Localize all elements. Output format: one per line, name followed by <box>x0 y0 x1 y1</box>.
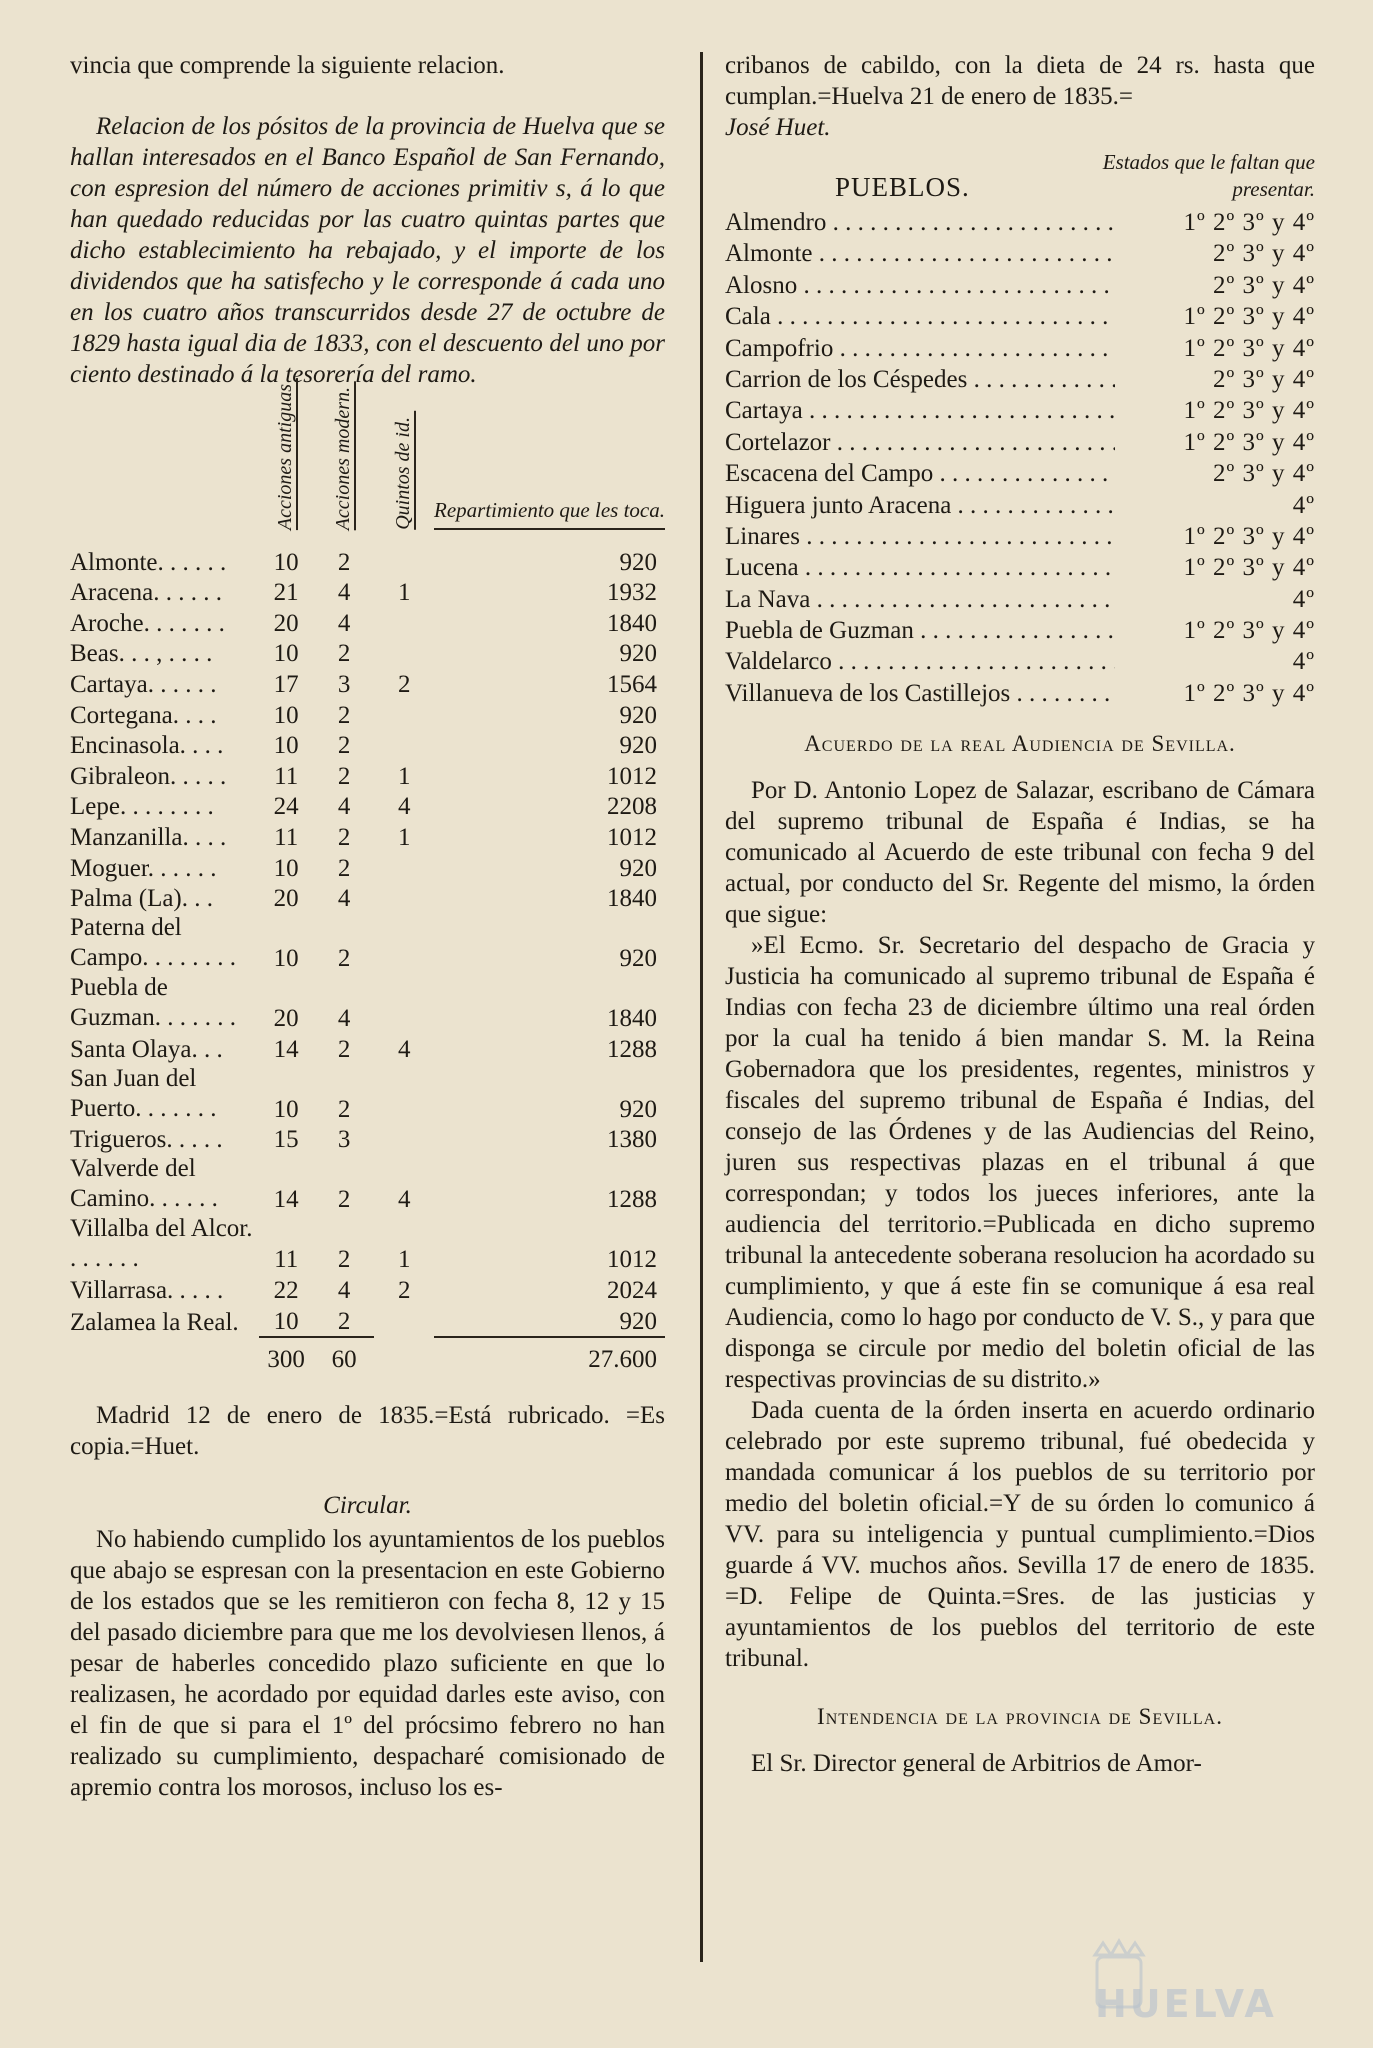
pueblo-name: Zalamea la Real. <box>70 1308 239 1336</box>
table-row <box>70 546 665 577</box>
repartimiento-cell: 1012 <box>607 762 657 790</box>
table-row <box>70 760 665 791</box>
acciones-antiguas-cell: 10 <box>273 854 299 882</box>
table-row <box>70 913 665 973</box>
acciones-antiguas-cell: 10 <box>273 945 299 973</box>
repartimiento-cell: 2208 <box>607 793 657 821</box>
header-acciones-modern: Acciones modern. <box>333 381 356 530</box>
positos-table <box>70 383 665 1374</box>
quintos-cell <box>374 852 434 883</box>
list-item <box>725 584 1315 615</box>
acciones-modern-cell: 2 <box>337 732 351 760</box>
total-repartimiento: 27.600 <box>434 1337 665 1374</box>
acciones-antiguas-cell: 14 <box>273 1035 299 1063</box>
pueblo-name: Escacena del Campo . . . <box>725 458 1115 489</box>
acciones-antiguas-cell: 14 <box>273 1186 299 1214</box>
pueblo-name: Santa Olaya. . . <box>70 1035 223 1063</box>
list-item <box>725 678 1315 709</box>
quintos-cell: 4 <box>397 1035 411 1063</box>
repartimiento-cell: 920 <box>619 701 657 729</box>
quintos-cell: 1 <box>397 1246 411 1274</box>
acciones-modern-cell: 3 <box>337 1126 351 1154</box>
pueblo-states: 1º 2º 3º y 4º <box>1183 428 1315 456</box>
pueblo-name: Almonte. . . . . . <box>70 548 227 576</box>
acciones-antiguas-cell: 11 <box>274 823 299 851</box>
pueblo-name: Puebla de Guzman . . . <box>725 615 1115 646</box>
pueblos-list <box>725 207 1315 709</box>
list-item <box>725 238 1315 269</box>
pueblo-name: Campofrio . . . <box>725 333 1115 364</box>
acciones-antiguas-cell: 11 <box>274 762 299 790</box>
acciones-modern-cell: 4 <box>337 1005 351 1033</box>
acciones-modern-cell: 2 <box>337 1307 351 1335</box>
pueblo-name: Cala . . . <box>725 301 1115 332</box>
list-item <box>725 615 1315 646</box>
table-row <box>70 577 665 608</box>
quintos-cell <box>374 1064 434 1124</box>
pueblo-name: Aroche. . . . . . . <box>70 609 225 637</box>
left-column <box>70 50 665 1803</box>
table-row <box>70 730 665 761</box>
pueblo-name: Cortelazor . . . <box>725 427 1115 458</box>
pueblo-name: Linares . . . <box>725 521 1115 552</box>
table-row <box>70 973 665 1033</box>
total-modern: 60 <box>314 1337 375 1374</box>
quintos-cell <box>374 607 434 638</box>
acciones-modern-cell: 2 <box>337 945 351 973</box>
quintos-cell <box>374 546 434 577</box>
acciones-antiguas-cell: 10 <box>273 701 299 729</box>
repartimiento-cell: 1288 <box>607 1035 657 1063</box>
acciones-modern-cell: 3 <box>337 670 351 698</box>
intendencia-paragraph-1: El Sr. Director general de Arbitrios de Amor- <box>751 1750 1202 1778</box>
acciones-antiguas-cell: 10 <box>273 548 299 576</box>
table-row <box>70 668 665 699</box>
repartimiento-cell: 920 <box>619 854 657 882</box>
pueblo-name: Cartaya. . . . . . <box>70 670 217 698</box>
repartimiento-cell: 1012 <box>607 1246 657 1274</box>
pueblo-name: Aracena. . . . . . <box>70 579 223 607</box>
intendencia-title: Intendencia de la provincia de Sevilla. <box>817 1704 1223 1730</box>
pueblo-states: 2º 3º y 4º <box>1212 365 1315 393</box>
acciones-antiguas-cell: 10 <box>273 732 299 760</box>
pueblo-name: Cortegana. . . . <box>70 701 217 729</box>
table-row <box>70 607 665 638</box>
acciones-antiguas-cell: 10 <box>273 640 299 668</box>
pueblo-name: La Nava . . . <box>725 584 1115 615</box>
acciones-antiguas-cell: 24 <box>273 793 299 821</box>
pueblo-states: 4º <box>1292 491 1315 519</box>
table-row <box>70 1274 665 1305</box>
pueblo-name: Villarrasa. . . . . <box>70 1276 224 1304</box>
repartimiento-cell: 920 <box>619 640 657 668</box>
acciones-antiguas-cell: 15 <box>273 1126 299 1154</box>
acciones-modern-cell: 2 <box>337 1035 351 1063</box>
repartimiento-cell: 920 <box>619 1095 657 1123</box>
acciones-antiguas-cell: 22 <box>273 1276 299 1304</box>
acciones-modern-cell: 2 <box>337 548 351 576</box>
quintos-cell <box>374 913 434 973</box>
quintos-cell: 1 <box>397 762 411 790</box>
pueblo-states: 1º 2º 3º y 4º <box>1183 209 1315 236</box>
pueblo-states: 1º 2º 3º y 4º <box>1183 397 1315 425</box>
column-divider <box>700 52 703 1882</box>
watermark-text: HUELVA <box>1095 1982 1277 2026</box>
table-row <box>70 791 665 822</box>
acciones-modern-cell: 4 <box>337 793 351 821</box>
quintos-cell <box>374 699 434 730</box>
acciones-antiguas-cell: 10 <box>273 1095 299 1123</box>
table-row <box>70 638 665 669</box>
list-item <box>725 646 1315 677</box>
total-quintos <box>374 1337 434 1374</box>
relacion-heading: Relacion de los pósitos de la provincia de Huelva que se hallan interesados en el Banco Español de San Fernando, con espresion del número de acciones primitiv s, á lo que han quedado reducidas por las cuatro quintas partes que dicho establecimiento ha rebajado, y el importe de los dividendos que ha satisfecho y le corresponde á cada uno en los cuatro años transcurridos desde 27 de octubre de 1829 hasta igual dia de 1833, con el descuento del uno por ciento destinado á la tesorería del ramo. <box>70 113 665 388</box>
pueblo-states: 2º 3º y 4º <box>1212 271 1315 299</box>
pueblo-states: 2º 3º y 4º <box>1212 460 1315 488</box>
table-row <box>70 1124 665 1155</box>
acciones-modern-cell: 2 <box>337 1095 351 1123</box>
acciones-antiguas-cell: 21 <box>273 579 299 607</box>
acuerdo-paragraph-2: »El Ecmo. Sr. Secretario del despacho de Gracia y Justicia ha comunicado al supremo tribunal de España é Indias con fecha 23 de diciembre último una real órden por la cual ha tenido á bien mandar S. M. la Reina Gobernadora que los presidentes, regentes, ministros y fiscales del supremo tribunal de España é Indias, del consejo de las Órdenes y de las Audiencias del Reino, juren sus respectivas plazas en el tribunal á que correspondan; y todos los jueces inferiores, ante la audiencia del territorio.=Publicada en dicho supremo tribunal la antecedente soberana resolucion ha acordado su cumplimiento, y que á este fin se comunique á esa real Audiencia, como lo hago por conducto de V. S., y para que disponga se circule por medio del boletin oficial de las respectivas provincias de su distrito.» <box>725 932 1315 1394</box>
table-row <box>70 1154 665 1214</box>
pueblo-name: Moguer. . . . . . <box>70 854 217 882</box>
pueblo-name: Almendro . . . <box>725 207 1115 238</box>
pueblo-name: Paterna del Campo. . . . . . . . <box>70 914 236 972</box>
quintos-cell: 4 <box>397 1186 411 1214</box>
pueblo-states: 4º <box>1292 585 1315 613</box>
right-column <box>725 50 1315 1779</box>
acciones-modern-cell: 2 <box>337 854 351 882</box>
repartimiento-cell: 1288 <box>607 1186 657 1214</box>
pueblo-name: Manzanilla. . . . <box>70 823 227 851</box>
list-item <box>725 364 1315 395</box>
list-item <box>725 490 1315 521</box>
pueblo-name: Valdelarco . . . <box>725 646 1115 677</box>
pueblo-name: Carrion de los Céspedes . . . <box>725 364 1115 395</box>
repartimiento-cell: 1012 <box>607 823 657 851</box>
pueblo-name: Encinasola. . . . <box>70 732 224 760</box>
repartimiento-cell: 920 <box>619 732 657 760</box>
pueblo-states: 1º 2º 3º y 4º <box>1183 617 1315 645</box>
pueblo-name: Cartaya . . . <box>725 395 1115 426</box>
acciones-modern-cell: 2 <box>337 701 351 729</box>
acciones-modern-cell: 4 <box>337 885 351 913</box>
quintos-cell <box>374 1124 434 1155</box>
acciones-modern-cell: 2 <box>337 1246 351 1274</box>
column-divider-lower <box>700 1862 703 1962</box>
pueblo-name: Almonte . . . <box>725 238 1115 269</box>
pueblo-name: Trigueros. . . . . <box>70 1126 223 1154</box>
acuerdo-paragraph-3: Dada cuenta de la órden inserta en acuerdo ordinario celebrado por este supremo tribunal, fué obedecida y mandada comunicar á los pueblos de su territorio por medio del boletin oficial.=Y de su órden lo comunico á VV. para su inteligencia y puntual cumplimiento.=Dios guarde á VV. muchos años. Sevilla 17 de enero de 1835. =D. Felipe de Quinta.=Sres. de las justicias y ayuntamientos de los pueblos del territorio de este tribunal. <box>725 1397 1315 1673</box>
acciones-modern-cell: 2 <box>337 823 351 851</box>
quintos-cell: 1 <box>397 823 411 851</box>
continued-text: cribanos de cabildo, con la dieta de 24 rs. hasta que cumplan.=Huelva 21 de enero de 1835.= <box>725 52 1315 110</box>
repartimiento-cell: 1564 <box>607 670 657 698</box>
pueblos-header <box>725 149 1315 203</box>
pueblo-name: Villanueva de los Castillejos . . . <box>725 678 1115 709</box>
list-item <box>725 301 1315 332</box>
pueblo-name: Higuera junto Aracena . . . <box>725 490 1115 521</box>
acciones-antiguas-cell: 10 <box>273 1307 299 1335</box>
continued-line: vincia que comprende la siguiente relacion. <box>70 52 505 79</box>
repartimiento-cell: 920 <box>619 548 657 576</box>
acciones-antiguas-cell: 20 <box>273 885 299 913</box>
pueblo-name: Lepe. . . . . . . . <box>70 793 214 821</box>
list-item <box>725 333 1315 364</box>
table-row <box>70 699 665 730</box>
estados-header: Estados que le faltan que presentar. <box>1102 150 1315 201</box>
acuerdo-paragraph-1: Por D. Antonio Lopez de Salazar, escribano de Cámara del supremo tribunal de España é Indias, se ha comunicado al Acuerdo de este tribunal con fecha 9 del actual, por conducto del Sr. Regente del mismo, la órden que sigue: <box>725 777 1315 929</box>
list-item <box>725 207 1315 238</box>
pueblos-title: PUEBLOS. <box>835 172 970 202</box>
pueblo-states: 1º 2º 3º y 4º <box>1183 303 1315 331</box>
signer: José Huet. <box>725 114 831 141</box>
pueblo-name: San Juan del Puerto. . . . . . . <box>70 1064 217 1122</box>
quintos-cell: 4 <box>397 793 411 821</box>
table-row <box>70 1305 665 1337</box>
table-row <box>70 1214 665 1274</box>
pueblo-name: Palma (La). . . <box>70 885 214 913</box>
pueblo-states: 2º 3º y 4º <box>1212 240 1315 268</box>
pueblo-states: 4º <box>1292 648 1315 676</box>
quintos-cell <box>374 973 434 1033</box>
table-row <box>70 883 665 914</box>
table-row <box>70 1064 665 1124</box>
acciones-antiguas-cell: 17 <box>273 670 299 698</box>
list-item <box>725 427 1315 458</box>
header-quintos: Quintos de id. <box>393 411 416 530</box>
header-repartimiento: Repartimiento que les toca. <box>434 497 665 530</box>
pueblo-name: Gibraleon. . . . . <box>70 762 227 790</box>
repartimiento-cell: 920 <box>619 1307 657 1335</box>
list-item <box>725 552 1315 583</box>
repartimiento-cell: 2024 <box>607 1276 657 1304</box>
header-acciones-antiguas: Acciones antiguas <box>275 378 298 530</box>
quintos-cell: 2 <box>397 670 411 698</box>
repartimiento-cell: 1840 <box>607 1005 657 1033</box>
acuerdo-title: Acuerdo de la real Audiencia de Sevilla. <box>804 731 1236 757</box>
acciones-antiguas-cell: 20 <box>273 609 299 637</box>
pueblo-name: Villalba del Alcor. . . . . . . <box>70 1215 253 1273</box>
madrid-line: Madrid 12 de enero de 1835.=Está rubricado. =Es copia.=Huet. <box>70 1401 665 1460</box>
list-item <box>725 521 1315 552</box>
pueblo-name: Alosno . . . <box>725 270 1115 301</box>
acciones-modern-cell: 2 <box>337 640 351 668</box>
repartimiento-cell: 1840 <box>607 885 657 913</box>
quintos-cell: 1 <box>397 579 411 607</box>
table-row <box>70 821 665 852</box>
circular-text: No habiendo cumplido los ayuntamientos de los pueblos que abajo se espresan con la presentacion en este Gobierno de los estados que se les remitieron con fecha 8, 12 y 15 del pasado diciembre para que me los devolviesen llenos, á pesar de haberles concedido plazo suficiente en que lo realizasen, he acordado por equidad darles este aviso, con el fin de que si para el 1º del prócsimo febrero no han realizado su cumplimiento, despacharé comisionado de apremio contra los morosos, incluso los es- <box>70 1525 665 1801</box>
quintos-cell <box>374 730 434 761</box>
acciones-modern-cell: 4 <box>337 579 351 607</box>
pueblo-states: 1º 2º 3º y 4º <box>1183 522 1315 550</box>
repartimiento-cell: 920 <box>619 945 657 973</box>
quintos-cell <box>374 883 434 914</box>
list-item <box>725 458 1315 489</box>
acciones-modern-cell: 4 <box>337 1276 351 1304</box>
pueblo-states: 1º 2º 3º y 4º <box>1183 554 1315 582</box>
acciones-modern-cell: 2 <box>337 1186 351 1214</box>
table-row <box>70 1033 665 1064</box>
table-row <box>70 852 665 883</box>
pueblo-name: Lucena . . . <box>725 552 1115 583</box>
list-item <box>725 395 1315 426</box>
positos-table-body <box>70 546 665 1374</box>
quintos-cell <box>374 1305 434 1337</box>
pueblo-name: Valverde del Camino. . . . . . <box>70 1155 218 1213</box>
acciones-modern-cell: 2 <box>337 762 351 790</box>
repartimiento-cell: 1932 <box>607 579 657 607</box>
repartimiento-cell: 1840 <box>607 609 657 637</box>
pueblo-states: 1º 2º 3º y 4º <box>1183 334 1315 362</box>
acciones-antiguas-cell: 20 <box>273 1005 299 1033</box>
acciones-modern-cell: 4 <box>337 609 351 637</box>
quintos-cell <box>374 638 434 669</box>
total-antiguas: 300 <box>259 1337 314 1374</box>
acciones-antiguas-cell: 11 <box>274 1246 299 1274</box>
repartimiento-cell: 1380 <box>607 1126 657 1154</box>
totals-label <box>70 1337 259 1374</box>
pueblo-states: 1º 2º 3º y 4º <box>1183 679 1315 707</box>
list-item <box>725 270 1315 301</box>
totals-row <box>70 1337 665 1374</box>
pueblo-name: Puebla de Guzman. . . . . . . <box>70 974 236 1032</box>
circular-title: Circular. <box>323 1491 412 1519</box>
pueblo-name: Beas. . . , . . . . <box>70 640 213 668</box>
quintos-cell: 2 <box>397 1276 411 1304</box>
